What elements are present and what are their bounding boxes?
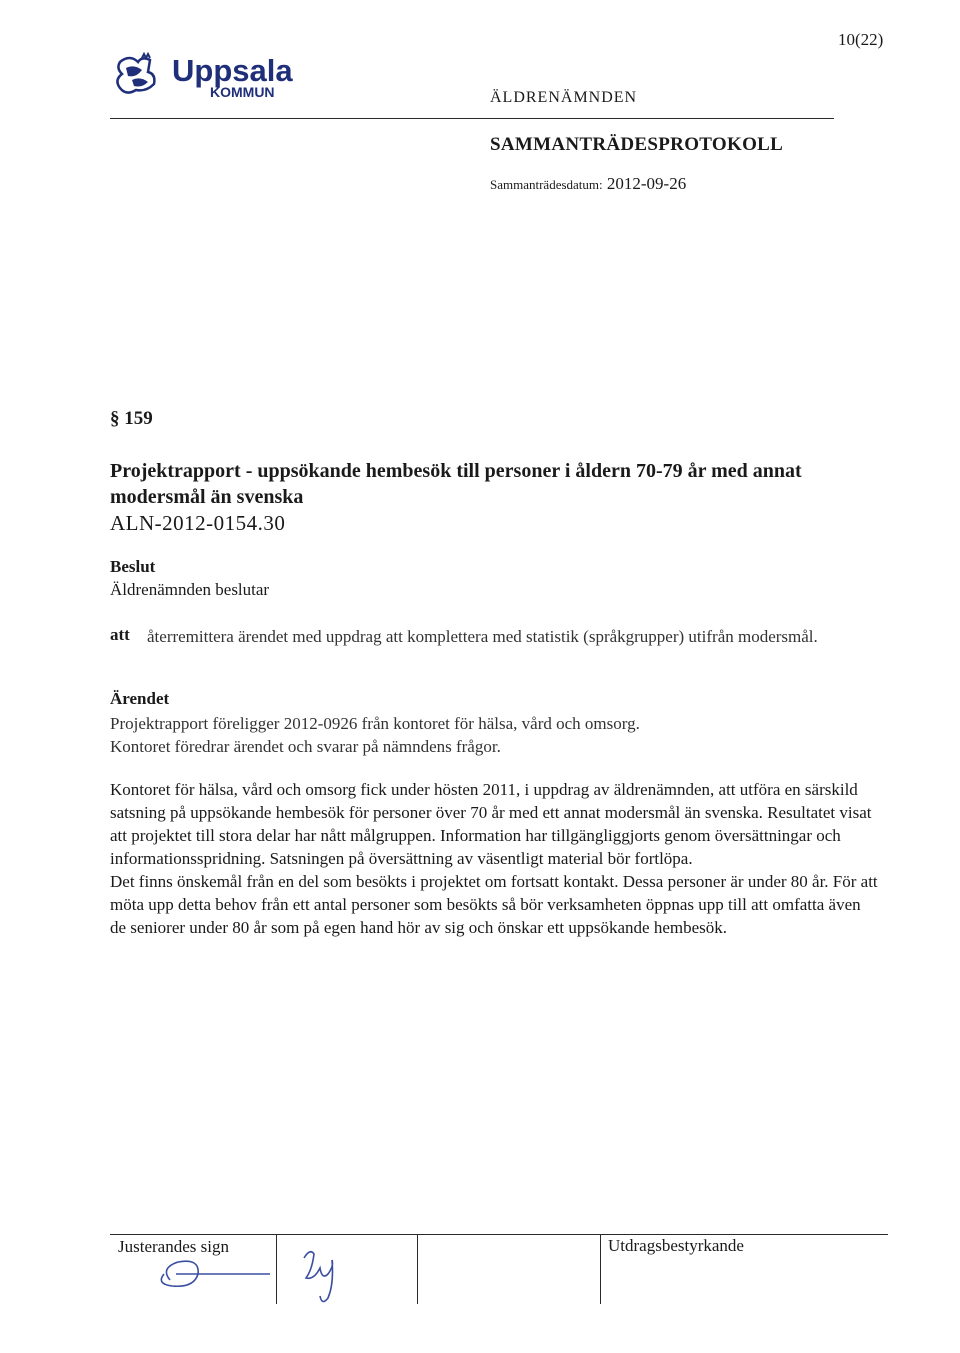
logo-wordmark: Uppsala bbox=[172, 53, 293, 88]
body-text bbox=[110, 778, 880, 939]
logo-subtext: KOMMUN bbox=[210, 84, 275, 100]
footer-cell-divider bbox=[417, 1234, 418, 1304]
footer-divider bbox=[110, 1234, 888, 1235]
section-number: § 159 bbox=[110, 408, 153, 429]
beslut-intro: Äldrenämnden beslutar bbox=[110, 580, 270, 599]
justerandes-sign-label: Justerandes sign bbox=[118, 1237, 229, 1256]
section-heading: Projektrapport - uppsökande hembesök till personer i åldern 70-79 år med annat modersmål än svenska bbox=[110, 460, 802, 508]
uppsala-kommun-logo bbox=[112, 52, 312, 104]
meeting-date bbox=[490, 174, 686, 194]
footer-cell-divider bbox=[600, 1234, 601, 1304]
header-divider bbox=[110, 118, 834, 119]
arende-intro bbox=[110, 712, 850, 758]
handwritten-signature bbox=[150, 1240, 390, 1310]
att-keyword: att bbox=[110, 625, 130, 644]
meeting-date-value: 2012-09-26 bbox=[606, 174, 687, 193]
case-number: ALN-2012-0154.30 bbox=[110, 511, 286, 535]
body-paragraph: Det finns önskemål från en del som besökts i projektet om fortsatt kontakt. Dessa personer är under 80 år. För att möta upp detta behov från ett antal personer som besökts så bör verksamheten öppnas upp till att omfatta även de seniorer under 80 år som på egen hand hör av sig och önskar ett uppsökande hembesök. bbox=[110, 872, 878, 937]
meeting-date-label: Sammanträdesdatum: bbox=[490, 177, 603, 192]
arende-heading: Ärendet bbox=[110, 689, 170, 708]
page-number: 10(22) bbox=[838, 30, 884, 49]
coat-of-arms-icon bbox=[112, 52, 172, 104]
decision-text: återremittera ärendet med uppdrag att komplettera med statistik (språkgrupper) utifrån modersmål. bbox=[147, 627, 818, 646]
committee-name: ÄLDRENÄMNDEN bbox=[490, 89, 638, 106]
protocol-title: SAMMANTRÄDESPROTOKOLL bbox=[490, 134, 784, 155]
utdragsbestyrkande-label: Utdragsbestyrkande bbox=[608, 1236, 744, 1255]
arende-line: Kontoret föredrar ärendet och svarar på nämndens frågor. bbox=[110, 737, 501, 756]
beslut-heading: Beslut bbox=[110, 557, 156, 576]
arende-line: Projektrapport föreligger 2012-0926 från kontoret för hälsa, vård och omsorg. bbox=[110, 714, 640, 733]
body-paragraph: Kontoret för hälsa, vård och omsorg fick under hösten 2011, i uppdrag av äldrenämnden, att utföra en särskild satsning på uppsökande hembesök för personer över 70 år med ett annat modersmål än svenska. Resultatet visat att projektet till stora delar har nått målgruppen. Information har tillgängliggjorts genom översättningar och informationsspridning. Satsningen på översättning av väsentligt material bör fortlöpa. bbox=[110, 780, 872, 868]
